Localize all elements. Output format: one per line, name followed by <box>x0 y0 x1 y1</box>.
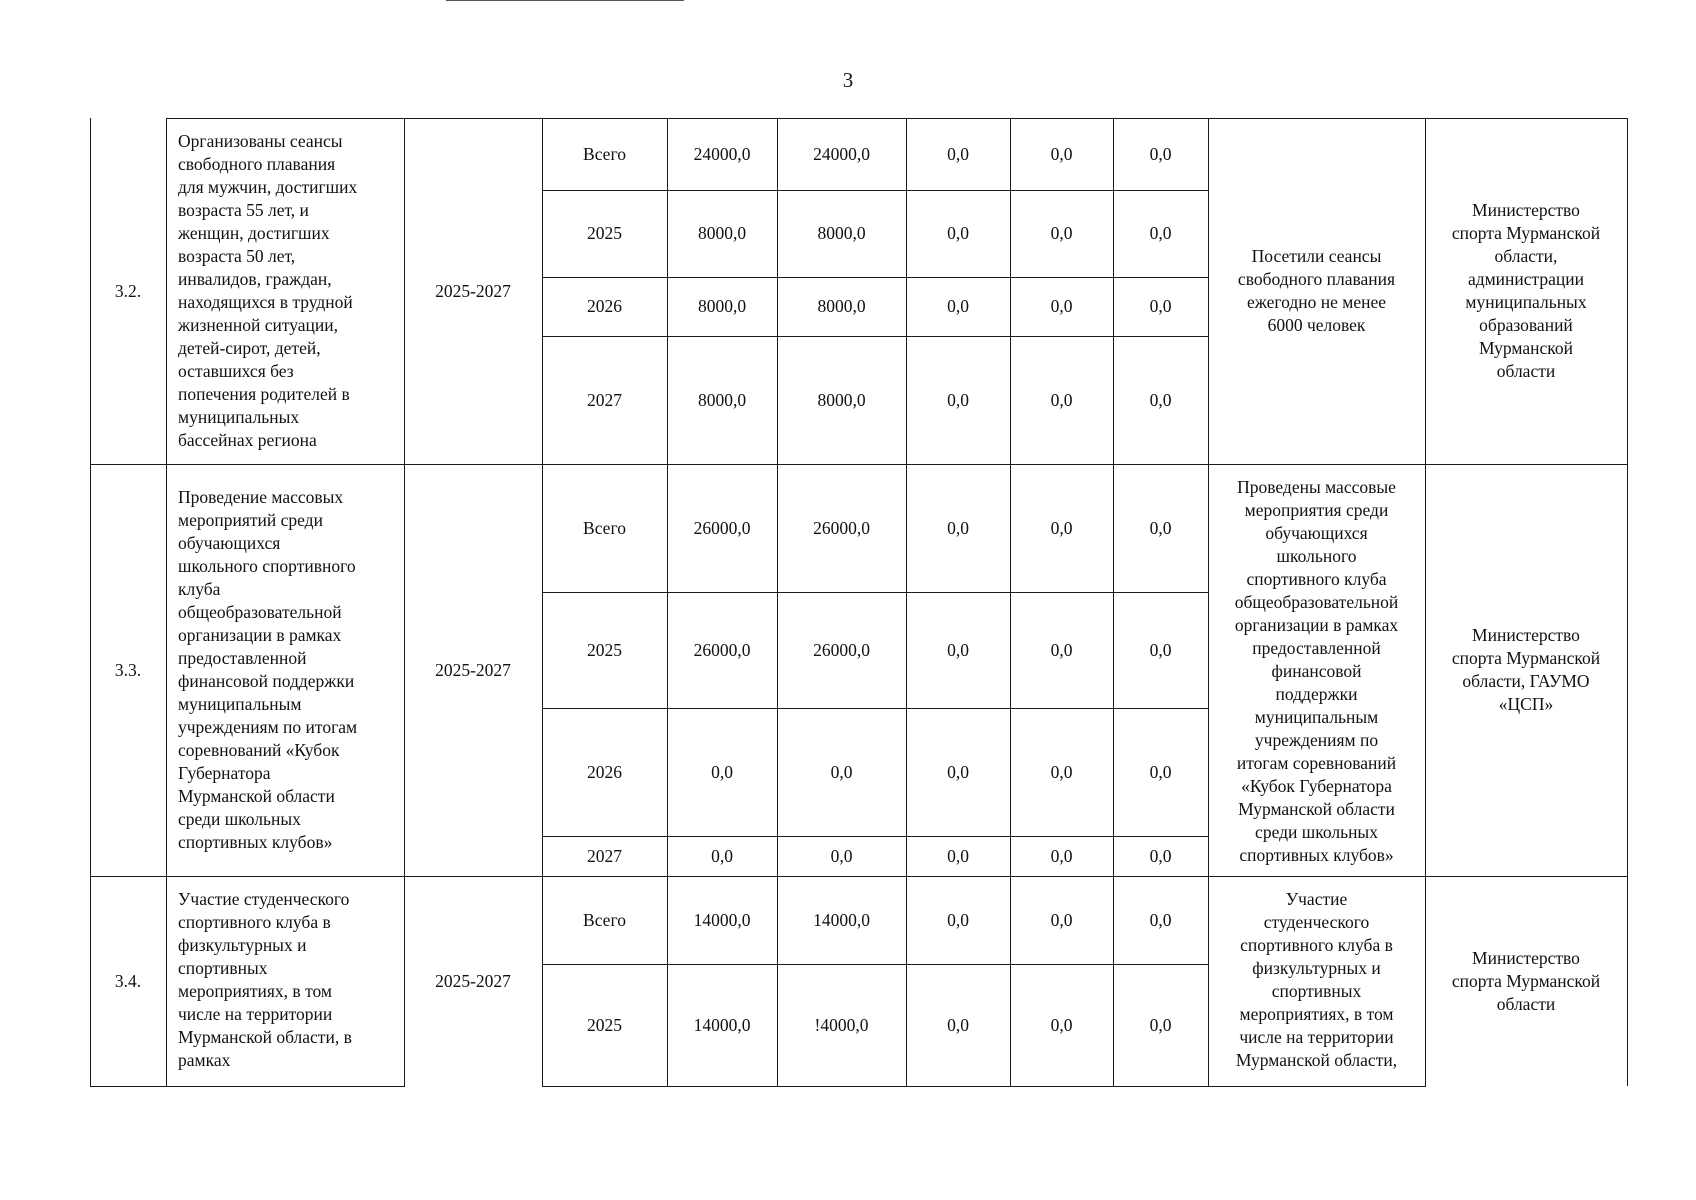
table-rule-horizontal <box>542 277 1209 278</box>
funding-value: 0,0 <box>947 296 969 316</box>
funding-value: 0,0 <box>830 845 853 866</box>
item-result: Проведены массовые мероприятия среди обучающихся школьного спортивного клуба общеобразовательной организации в рамках предоставленной финансовой поддержки муниципальным учреждениям по итогам соревнований «Кубок Губернатора Мурманской области среди школьных спортивных клубов» <box>1234 477 1399 865</box>
funding-value: 0,0 <box>1050 296 1073 316</box>
item-result: Посетили сеансы свободного плавания ежегодно не менее 6000 человек <box>1237 246 1396 335</box>
item-number: 3.2. <box>114 280 142 301</box>
table-rule-vertical <box>1208 118 1209 1086</box>
table-rule-horizontal <box>166 118 543 119</box>
table-rule-vertical <box>90 118 91 1086</box>
item-number: 3.3. <box>114 659 142 680</box>
table-rule-horizontal <box>542 1086 1426 1087</box>
funding-value: 0,0 <box>947 639 969 660</box>
table-rule-horizontal <box>542 190 1209 191</box>
funding-value: 0,0 <box>1149 909 1172 930</box>
table-rule-vertical <box>667 118 668 1086</box>
top-rule <box>446 0 684 1</box>
item-executor: Министерство спорта Мурманской области, администрации муниципальных образований Мурманской области <box>1451 200 1601 381</box>
funding-value: 0,0 <box>1149 761 1172 782</box>
funding-value: 0,0 <box>1149 639 1172 660</box>
table-rule-vertical <box>542 118 543 1086</box>
funding-value: 0,0 <box>1149 517 1172 538</box>
funding-value: 14000,0 <box>693 1014 751 1035</box>
funding-value: 0,0 <box>947 761 969 782</box>
funding-value: 0,0 <box>1149 389 1172 410</box>
funding-value: 0,0 <box>947 1014 969 1035</box>
item-period: 2025-2027 <box>435 970 511 991</box>
table-rule-vertical <box>777 118 778 1086</box>
table-rule-horizontal <box>542 592 1209 593</box>
funding-value: 0,0 <box>947 845 969 866</box>
funding-value: 0,0 <box>1050 1014 1073 1035</box>
item-name: Участие студенческого спортивного клуба в физкультурных и спортивных мероприятиях, в том числе на территории Мурманской области, в рамках <box>178 889 352 1070</box>
funding-value: 0,0 <box>711 845 733 866</box>
funding-value: 8000,0 <box>697 389 747 410</box>
funding-value: 0,0 <box>1050 389 1073 410</box>
table-rule-horizontal <box>542 708 1209 709</box>
year-label: Всего <box>583 517 626 538</box>
funding-value: 14000,0 <box>813 909 870 930</box>
funding-value: 0,0 <box>711 761 733 782</box>
funding-value: 0,0 <box>947 909 969 930</box>
year-label: 2025 <box>587 639 622 660</box>
funding-value: 0,0 <box>947 517 969 538</box>
funding-value: 24000,0 <box>693 143 751 164</box>
year-label: 2025 <box>587 1014 622 1035</box>
funding-value: 0,0 <box>1050 845 1073 866</box>
year-label: 2026 <box>587 296 622 316</box>
table-rule-horizontal <box>90 876 1628 877</box>
table-rule-vertical <box>1425 118 1426 1086</box>
funding-value: 0,0 <box>947 223 969 243</box>
funding-value: 24000,0 <box>813 143 870 164</box>
table-rule-vertical <box>1627 118 1628 1086</box>
item-period: 2025-2027 <box>435 280 511 301</box>
funding-value: 0,0 <box>947 143 969 164</box>
funding-value: 8000,0 <box>697 296 747 316</box>
funding-value: 0,0 <box>1149 1014 1172 1035</box>
funding-value: 8000,0 <box>817 223 866 243</box>
funding-value: 14000,0 <box>693 909 751 930</box>
table-rule-vertical <box>1010 118 1011 1086</box>
year-label: 2027 <box>587 389 622 410</box>
funding-value: 0,0 <box>1149 845 1172 866</box>
funding-value: 0,0 <box>1050 639 1073 660</box>
table-rule-vertical <box>404 118 405 1086</box>
item-result: Участие студенческого спортивного клуба в физкультурных и спортивных мероприятиях, в том числе на территории Мурманской области, <box>1235 889 1398 1070</box>
funding-value: 26000,0 <box>813 639 870 660</box>
year-label: 2027 <box>587 845 622 866</box>
funding-value: !4000,0 <box>814 1014 869 1035</box>
year-label: 2025 <box>587 223 622 243</box>
table-rule-horizontal <box>542 118 1628 119</box>
funding-value: 0,0 <box>1050 909 1073 930</box>
funding-value: 26000,0 <box>693 517 751 538</box>
year-label: 2026 <box>587 761 622 782</box>
item-number: 3.4. <box>114 970 142 991</box>
funding-value: 26000,0 <box>813 517 870 538</box>
funding-value: 8000,0 <box>697 223 747 243</box>
year-label: Всего <box>583 143 626 164</box>
table-rule-horizontal <box>90 1086 405 1087</box>
table-rule-horizontal <box>90 464 1628 465</box>
funding-value: 0,0 <box>1149 143 1172 164</box>
item-executor: Министерство спорта Мурманской области <box>1451 947 1601 1014</box>
funding-value: 0,0 <box>1149 223 1172 243</box>
table-rule-vertical <box>906 118 907 1086</box>
item-name: Организованы сеансы свободного плавания для мужчин, достигших возраста 55 лет, и женщин, достигших возраста 50 лет, инвалидов, граждан, находящихся в трудной жизненной ситуации, детей-сирот, детей, оставшихся без попечения родителей в муниципальных бассейнах региона <box>178 131 358 450</box>
funding-value: 0,0 <box>947 389 969 410</box>
funding-value: 26000,0 <box>693 639 751 660</box>
table-rule-vertical <box>1113 118 1114 1086</box>
table-rule-vertical <box>166 118 167 1086</box>
funding-value: 0,0 <box>830 761 853 782</box>
table-rule-horizontal <box>542 836 1209 837</box>
year-label: Всего <box>583 909 626 930</box>
funding-value: 0,0 <box>1050 143 1073 164</box>
item-period: 2025-2027 <box>435 659 511 680</box>
page-number: 3 <box>842 68 854 92</box>
funding-value: 8000,0 <box>817 296 866 316</box>
funding-value: 0,0 <box>1050 517 1073 538</box>
funding-value: 8000,0 <box>817 389 866 410</box>
table-rule-horizontal <box>542 964 1209 965</box>
funding-value: 0,0 <box>1050 761 1073 782</box>
table-rule-horizontal <box>542 336 1209 337</box>
funding-value: 0,0 <box>1149 296 1172 316</box>
item-name: Проведение массовых мероприятий среди обучающихся школьного спортивного клуба общеобразовательной организации в рамках предоставленной финансовой поддержки муниципальным учреждениям по итогам соревнований «Кубок Губернатора Мурманской области среди школьных спортивных клубов» <box>178 487 358 852</box>
funding-value: 0,0 <box>1050 223 1073 243</box>
item-executor: Министерство спорта Мурманской области, ГАУМО «ЦСП» <box>1451 625 1601 714</box>
